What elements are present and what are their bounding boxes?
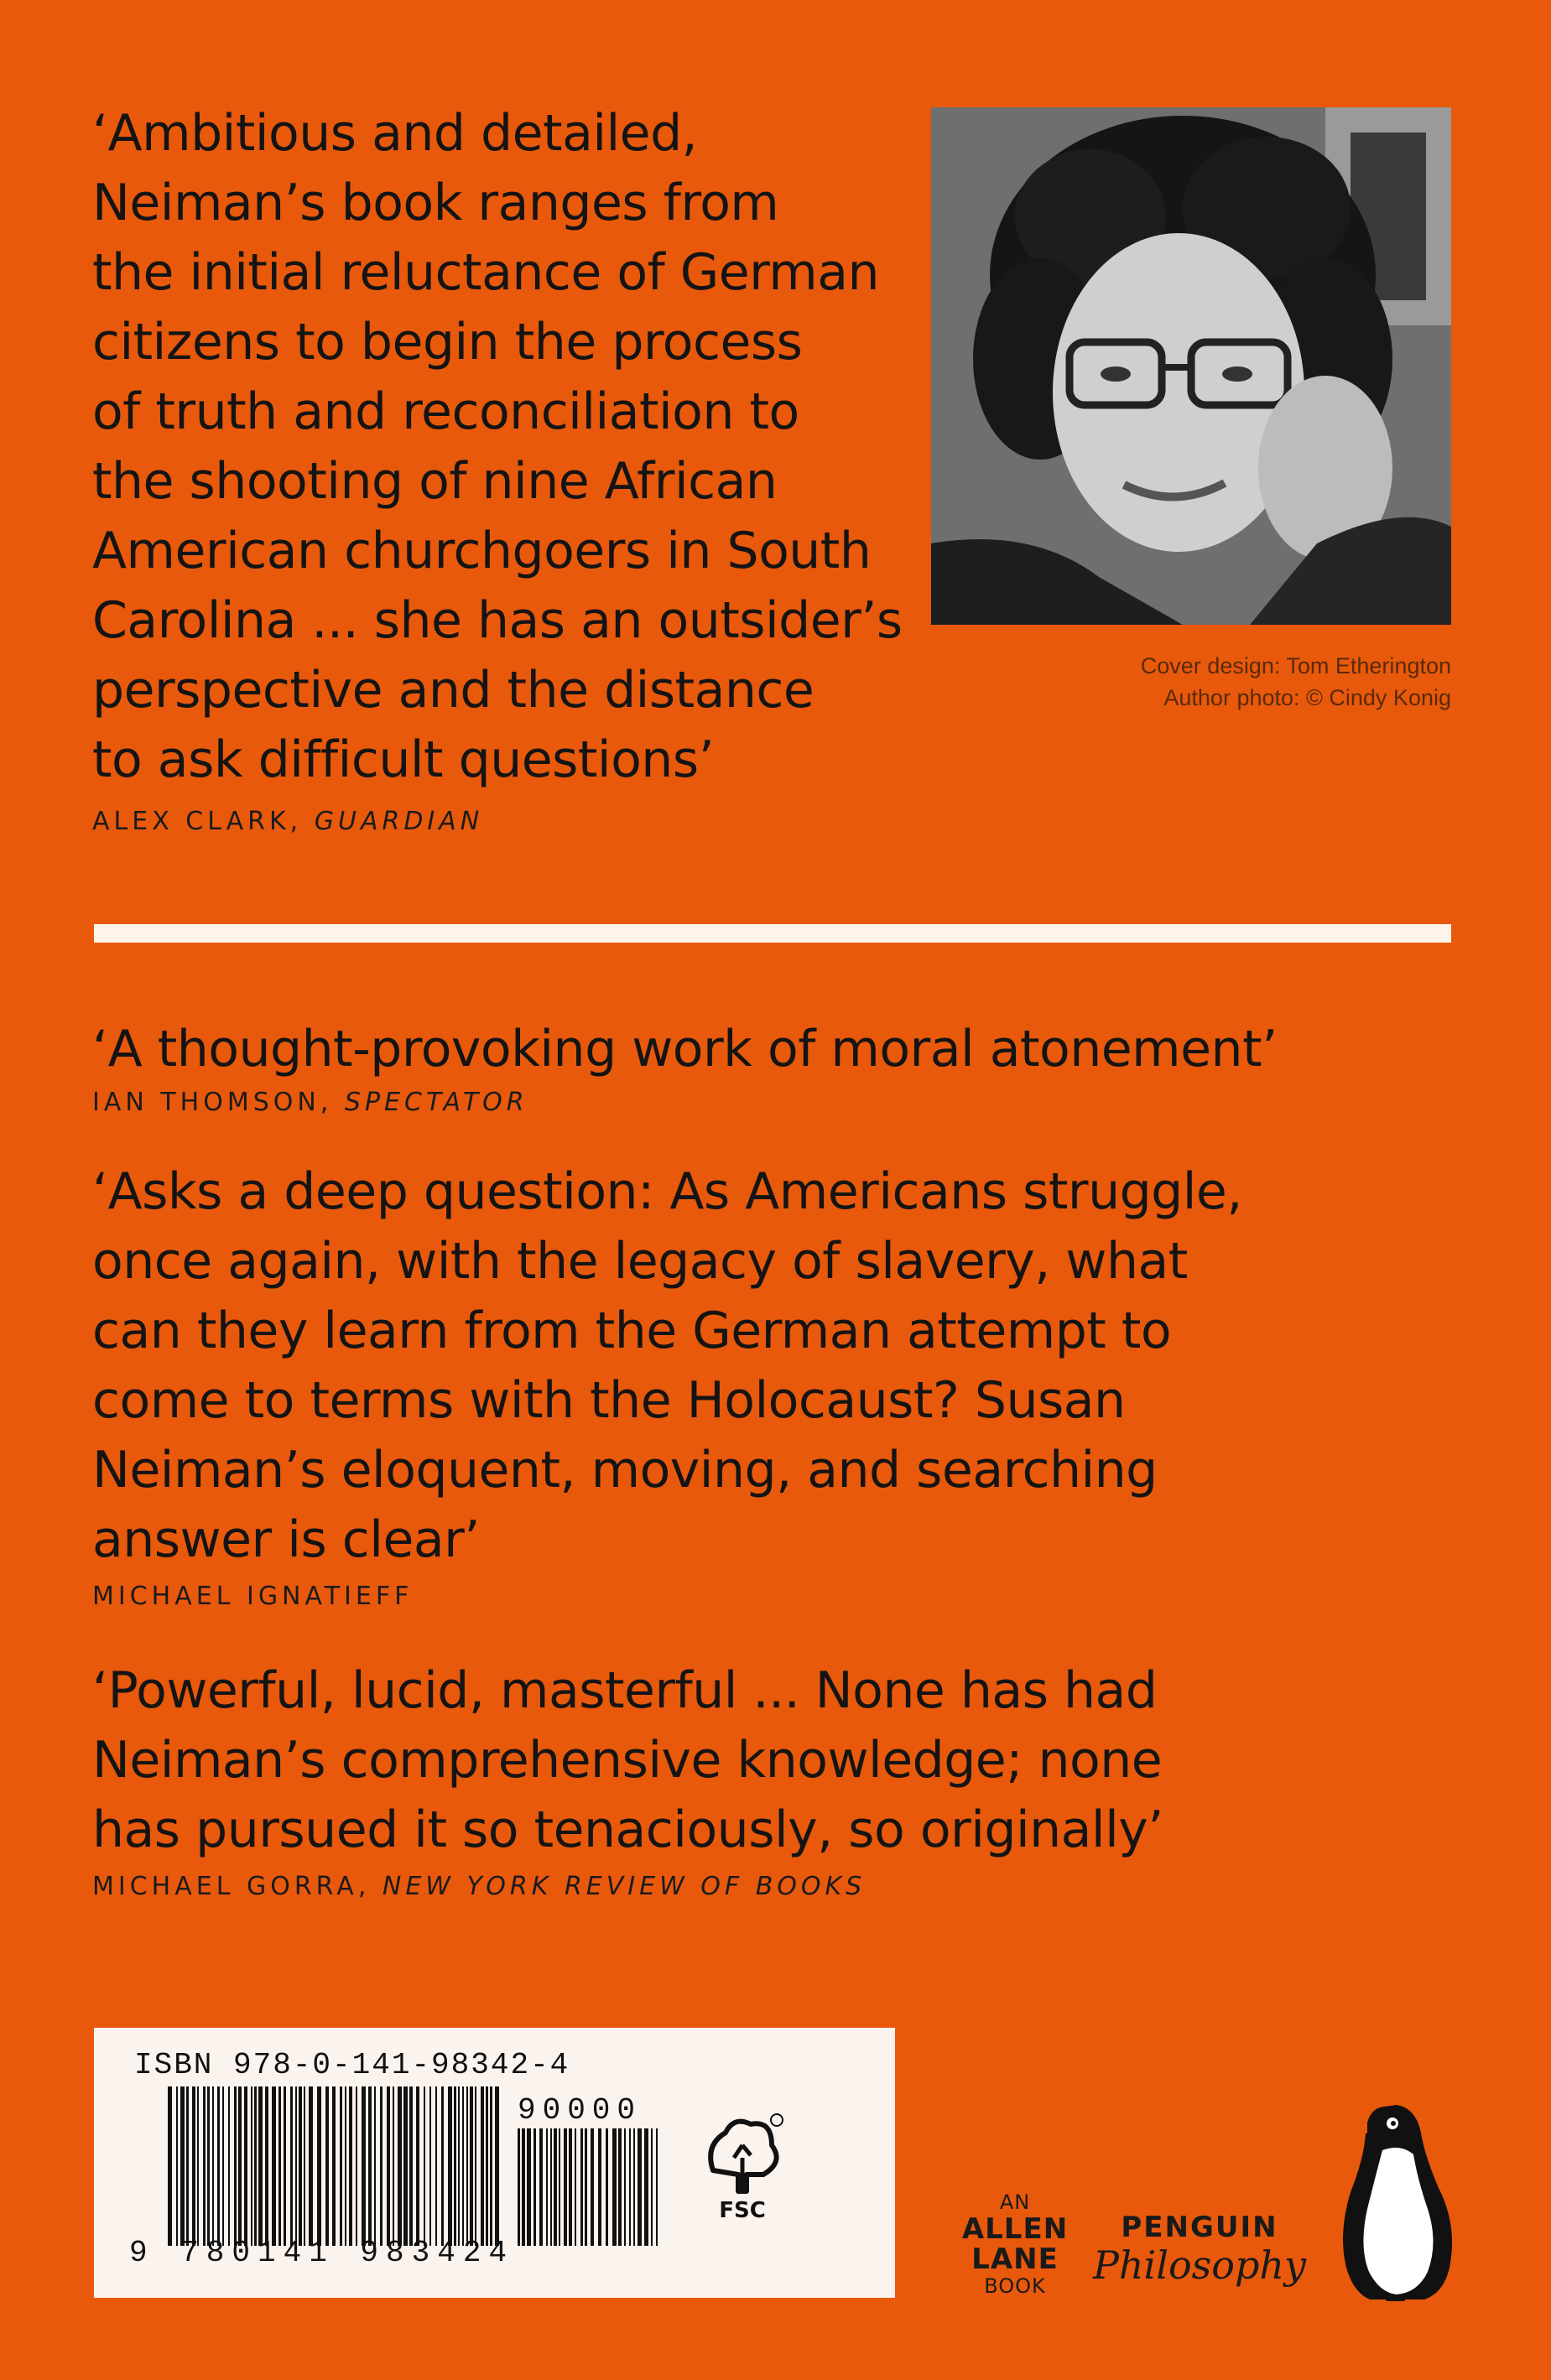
barcode-bar [212,2086,214,2246]
quote-line: ‘Ambitious and detailed, [92,104,698,163]
barcode-bar [258,2086,263,2246]
quote-line: American churchgoers in South [92,522,872,580]
barcode-bar [309,2086,313,2246]
barcode-bar [304,2086,305,2246]
review-quote-3 [92,1656,1401,1904]
quote-attribution [92,805,914,839]
philosophy-wordmark: Philosophy [1092,2242,1307,2288]
barcode-bar [598,2128,601,2246]
barcode-bar [186,2086,189,2246]
barcode-bar [349,2086,352,2246]
barcode-bar [448,2086,452,2246]
barcode-bar [591,2128,594,2246]
attribution-author: IAN THOMSON, [92,1088,345,1117]
penguin-wordmark: PENGUIN [1121,2211,1278,2244]
quote-line: citizens to begin the process [92,313,803,372]
barcode-bar [176,2086,178,2246]
cover-credits [931,650,1451,714]
barcode-bar [470,2086,473,2246]
allen-lane-book: BOOK [984,2274,1046,2298]
quote-line: come to terms with the Holocaust? Susan [92,1371,1126,1430]
barcode-bar [272,2086,276,2246]
barcode-bar [228,2086,230,2246]
barcode-bar [624,2128,626,2246]
barcode-bar [180,2086,185,2246]
penguin-philosophy-logo [1090,2211,1309,2286]
barcode-bar [234,2086,237,2246]
barcode-bar [299,2086,302,2246]
attribution-author: ALEX CLARK, [92,807,315,836]
barcode-bar [564,2128,567,2246]
barcode-bar [546,2128,548,2246]
barcode-bar [481,2086,484,2246]
barcode-bar [612,2128,617,2246]
barcode-bar [533,2128,536,2246]
barcode-bar [265,2086,268,2246]
author-photo-credit: Author photo: © Cindy Konig [1163,685,1451,710]
quote-line: perspective and the distance [92,661,815,720]
barcode-bar [403,2086,408,2246]
quote-line: Neiman’s comprehensive knowledge; none [92,1731,1163,1790]
barcode-bar [290,2086,293,2246]
review-quote-2 [92,1157,1401,1614]
barcode-bar [207,2086,210,2246]
barcode-bar [317,2086,321,2246]
barcode-main [168,2086,503,2246]
attribution-author: MICHAEL IGNATIEFF [92,1582,414,1611]
barcode-bar [629,2128,631,2246]
barcode-bar [550,2128,552,2246]
barcode-bar [441,2086,444,2246]
barcode-bar [356,2086,357,2246]
barcode-bar [238,2086,242,2246]
barcode-bar [638,2128,642,2246]
barcode-bar [325,2086,329,2246]
barcode-bar [393,2086,394,2246]
attribution-source: GUARDIAN [314,807,484,836]
barcode-bar [633,2128,635,2246]
quote-line: ‘Asks a deep question: As Americans struggle, [92,1162,1242,1221]
quote-attribution [92,1870,1401,1904]
barcode-bar [554,2128,557,2246]
barcode-bar [332,2086,336,2246]
quote-line: Neiman’s book ranges from [92,174,779,232]
barcode-bar [580,2128,583,2246]
author-portrait-illustration [931,107,1451,625]
barcode-bar [518,2128,520,2246]
barcode-bar [284,2086,286,2246]
barcode-bar [222,2086,224,2246]
barcode-bar [522,2128,525,2246]
quote-line: can they learn from the German attempt to [92,1302,1172,1360]
barcode-bar [278,2086,281,2246]
barcode-bar [462,2086,464,2246]
quote-attribution [92,1086,1401,1120]
review-quote-1 [92,1015,1401,1120]
barcode-bar [295,2086,297,2246]
barcode-bar [618,2128,622,2246]
barcode-bar [424,2086,425,2246]
barcode-bar [486,2086,488,2246]
allen-lane-logo [956,2190,1074,2298]
barcode-bar [435,2086,437,2246]
quote-line: Neiman’s eloquent, moving, and searching [92,1441,1158,1499]
quote-line: once again, with the legacy of slavery, what [92,1232,1188,1291]
attribution-source: NEW YORK REVIEW OF BOOKS [382,1872,867,1901]
barcode-bar [409,2086,413,2246]
quote-line: to ask difficult questions’ [92,730,715,789]
quote-line: has pursued it so tenaciously, so originally’ [92,1801,1163,1859]
barcode-bar [606,2128,608,2246]
barcode-bar [374,2086,376,2246]
barcode-bar [458,2086,460,2246]
barcode-bar [569,2128,572,2246]
barcode-bar [495,2086,499,2246]
barcode-bar [217,2086,220,2246]
barcode-bar [454,2086,456,2246]
barcode-bar [345,2086,346,2246]
barcode-bar [380,2086,383,2246]
barcode-bar [575,2128,576,2246]
quote-line: ‘Powerful, lucid, masterful ... None has had [92,1661,1158,1720]
fsc-label: FSC [719,2198,766,2221]
barcode-bar [398,2086,402,2246]
barcode-bar [368,2086,372,2246]
barcode-bar [416,2086,419,2246]
barcode-bar [203,2086,206,2246]
barcode-panel [94,2028,895,2298]
barcode-bar [429,2086,431,2246]
divider-bar [94,924,1451,943]
quote-line: ‘A thought-provoking work of moral atonement’ [92,1020,1278,1078]
barcode-bar [387,2086,390,2246]
barcode-bar [527,2128,531,2246]
quote-line: Carolina ... she has an outsider’s [92,591,903,650]
barcode-bar [362,2086,366,2246]
price-code: 90000 [518,2093,643,2128]
barcode-bar [644,2128,648,2246]
quote-line: the initial reluctance of German [92,243,880,302]
barcode-bar [244,2086,247,2246]
allen-lane-allen: ALLEN [961,2212,1069,2246]
quote-attribution [92,1580,1401,1614]
barcode-bar [340,2086,342,2246]
cover-design-credit: Cover design: Tom Etherington [1140,653,1451,678]
barcode-bar [539,2128,543,2246]
barcode-bar [168,2086,172,2246]
quote-line: of truth and reconciliation to [92,382,799,441]
top-review-quote [92,99,914,839]
isbn-label: ISBN 978-0-141-98342-4 [134,2048,570,2082]
barcode-bar [559,2128,560,2246]
quote-line: answer is clear’ [92,1510,480,1569]
barcode-bar [197,2086,199,2246]
barcode-bar [656,2128,658,2246]
barcode-bar [475,2086,476,2246]
barcode-bar [651,2128,653,2246]
allen-lane-an: AN [999,2190,1031,2214]
quote-line: the shooting of nine African [92,452,778,511]
barcode-bar [192,2086,195,2246]
attribution-author: MICHAEL GORRA, [92,1872,383,1901]
barcode-addon [518,2128,660,2246]
attribution-source: SPECTATOR [344,1088,528,1117]
author-photo [931,107,1451,625]
barcode-bar [251,2086,252,2246]
barcode-bar [585,2128,587,2246]
barcode-bar [466,2086,468,2246]
allen-lane-lane: LANE [971,2242,1059,2276]
penguin-logo-icon [1334,2100,1460,2310]
fsc-tree-icon [696,2112,789,2221]
barcode-bar [254,2086,257,2246]
barcode-bar [490,2086,492,2246]
isbn-digits: 9 780141 983424 [129,2236,515,2270]
